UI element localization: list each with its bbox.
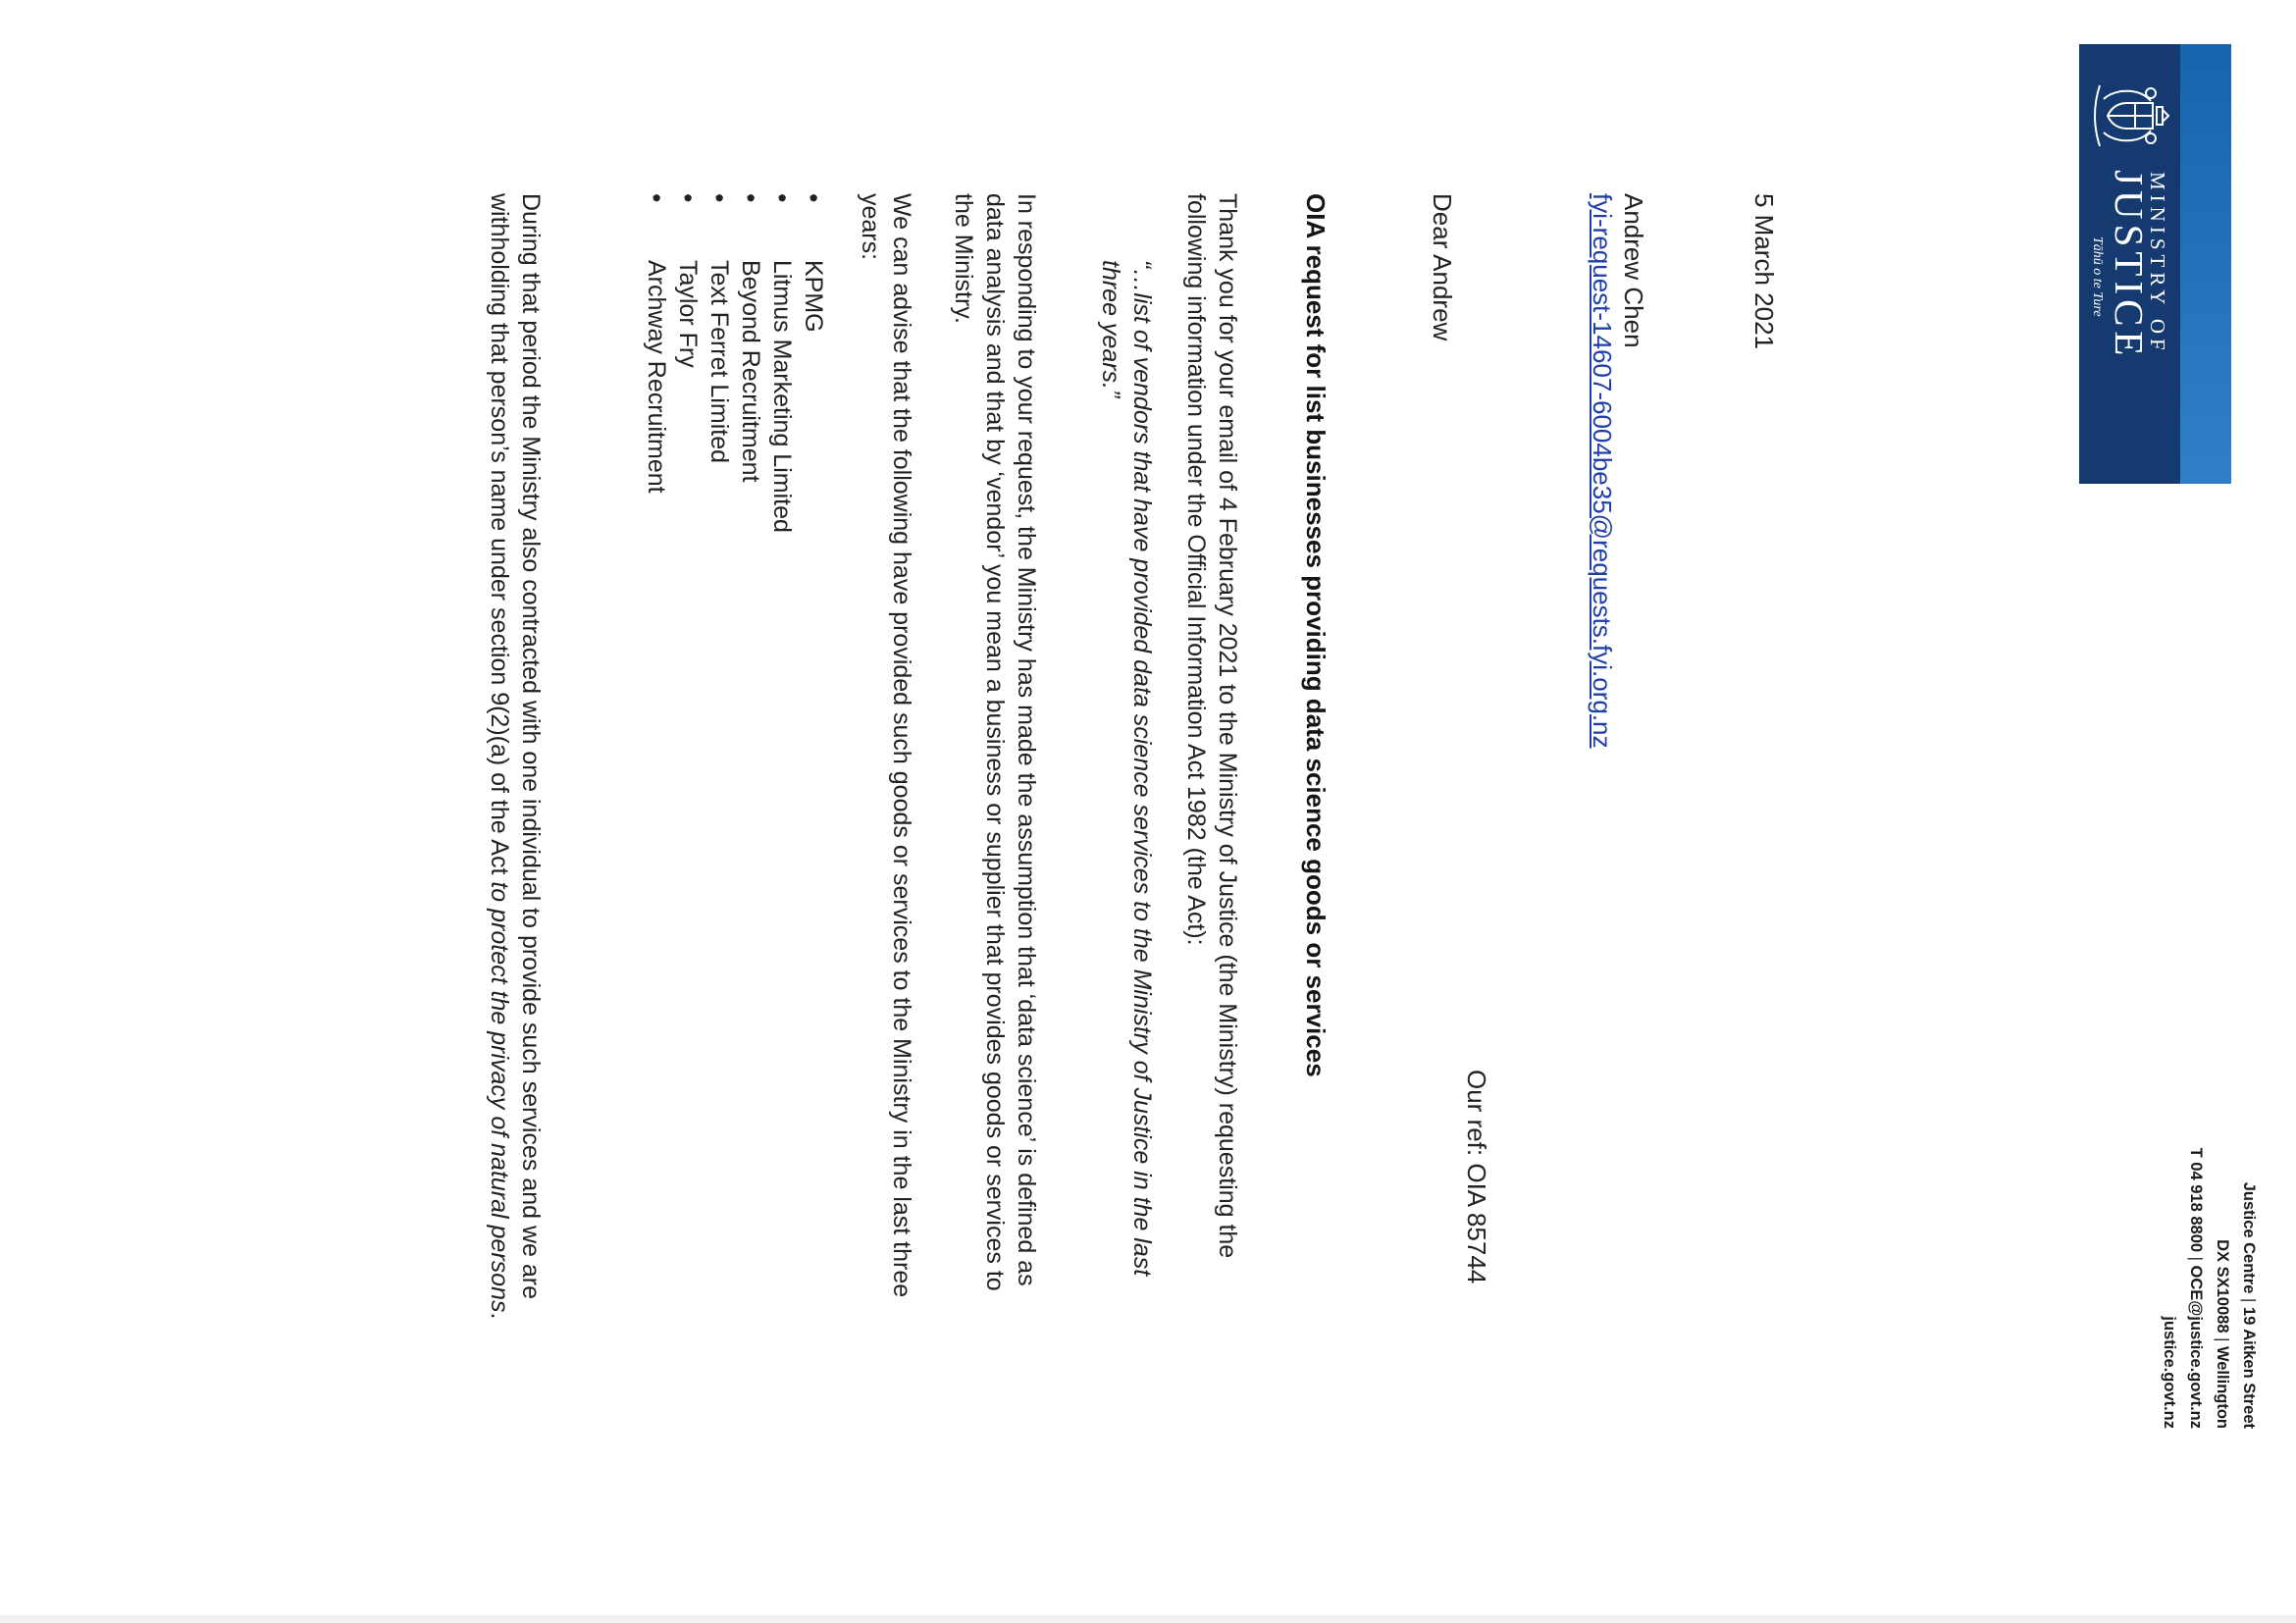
address-phone: T 04 918 8800 bbox=[2187, 1147, 2205, 1253]
ministry-address-block bbox=[2156, 1125, 2262, 1429]
vendor-list-item: • Beyond Recruitment bbox=[735, 193, 766, 1076]
address-separator: | bbox=[2214, 1337, 2231, 1342]
paragraph-advise: We can advise that the following have provided such goods or services to the Ministry in the last three years: bbox=[857, 193, 915, 1298]
withheld-reason: to protect the privacy of natural persons bbox=[486, 881, 513, 1313]
withheld-end: . bbox=[486, 1312, 513, 1320]
vendor-list-item: • Taylor Fry bbox=[672, 193, 704, 1076]
request-quote: “…list of vendors that have provided data science services to the Ministry of Justice in the last three years.” bbox=[1097, 260, 1156, 1277]
address-building: Justice Centre bbox=[2240, 1181, 2258, 1294]
vendor-list-item: • Litmus Marketing Limited bbox=[766, 193, 798, 1076]
vendor-list bbox=[641, 193, 829, 1076]
vendor-list-item: • KPMG bbox=[798, 193, 829, 1076]
paragraph-definition: In responding to your request, the Ministry has made the assumption that ‘data science’ is defined as data analysis and that by ‘vendor’ you mean a business or supplier that provides goods or services to the Ministry. bbox=[950, 193, 1040, 1291]
address-dx: DX SX10088 bbox=[2214, 1239, 2231, 1334]
salutation: Dear Andrew bbox=[1428, 193, 1457, 341]
nz-coat-of-arms-icon bbox=[2089, 72, 2172, 160]
vendor-list-item: • Text Ferret Limited bbox=[704, 193, 735, 1076]
address-street: 19 Aitken Street bbox=[2240, 1306, 2258, 1429]
vendor-list-item: • Archway Recruitment bbox=[641, 193, 672, 1076]
address-email: OCE@justice.govt.nz bbox=[2187, 1265, 2205, 1429]
logo-tagline: Tāhū o te Ture bbox=[2090, 236, 2105, 317]
withheld-text: During that period the Ministry also contracted with one individual to provide such services and we are withholding that person’s name under section 9(2)(a) of the Act bbox=[486, 193, 545, 1299]
logo-top-band bbox=[2180, 44, 2231, 484]
recipient-name: Andrew Chen bbox=[1619, 193, 1648, 348]
address-line-3 bbox=[2182, 1125, 2209, 1429]
letter-subject: OIA request for list businesses providing data science goods or services bbox=[1301, 193, 1331, 1077]
our-reference: Our ref: OIA 85744 bbox=[1462, 1070, 1491, 1284]
letter-date: 5 March 2021 bbox=[1749, 193, 1779, 349]
paragraph-thanks: Thank you for your email of 4 February 2021 to the Ministry of Justice (the Ministry) requesting the following information under the Official Information Act 1982 (the Act): bbox=[1182, 193, 1241, 1259]
address-city: Wellington bbox=[2214, 1345, 2231, 1429]
recipient-email-link[interactable]: fyi-request-14607-6004be35@requests.fyi.org.nz bbox=[1588, 193, 1617, 749]
paragraph-withheld bbox=[484, 193, 547, 1332]
address-line-1 bbox=[2235, 1125, 2262, 1429]
ministry-of-justice-logo bbox=[2079, 44, 2231, 484]
address-line-2 bbox=[2209, 1125, 2235, 1429]
address-line-4: justice.govt.nz bbox=[2161, 1316, 2178, 1429]
logo-justice-text: JUSTICE bbox=[2107, 170, 2152, 361]
address-separator: | bbox=[2187, 1256, 2205, 1261]
logo-ministry-of-text: MINISTRY OF bbox=[2146, 172, 2169, 355]
address-separator: | bbox=[2240, 1298, 2258, 1303]
